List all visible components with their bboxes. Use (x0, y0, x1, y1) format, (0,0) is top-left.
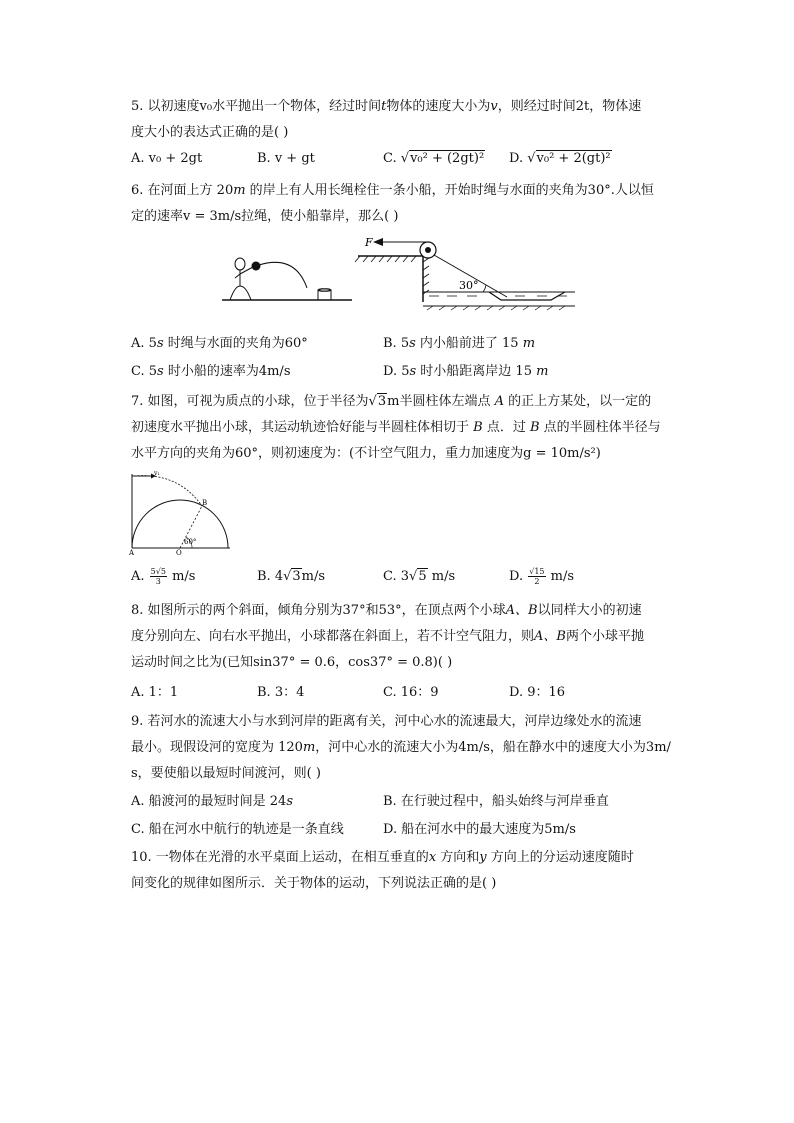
q10-stem-line2: 间变化的规律如图所示．关于物体的运动，下列说法正确的是( ) (131, 876, 497, 891)
force-label: F (365, 236, 373, 249)
pulley-boat-diagram (355, 236, 575, 310)
q7-option-a: A. $\frac{5√5}{3}$ m/s (131, 567, 196, 586)
q5-option-d: D. √v₀² + 2(gt)² (509, 151, 611, 166)
q8-stem-line2: 度分别向左、向右水平抛出，小球都落在斜面上，若不计空气阻力，则A、B两个小球平抛 (131, 629, 644, 644)
q7-option-b: B. 4√3m/s (257, 569, 326, 584)
q7-stem-line1: 7. 如图，可视为质点的小球，位于半径为√3m半圆柱体左端点 A 的正上方某处，以一定的 (131, 394, 652, 409)
angle-label: 30° (459, 279, 479, 292)
thrower-sketch (222, 258, 352, 300)
q9-option-b: B. 在行驶过程中，船头始终与河岸垂直 (383, 794, 609, 809)
q7-option-d: D. $\frac{√15}{2}$ m/s (509, 567, 575, 586)
q6-option-b: B. 5s 内小船前进了 15 m (383, 336, 536, 351)
q7-stem-line3: 水平方向的夹角为60°，则初速度为：(不计空气阻力，重力加速度为g = 10m/s²) (131, 446, 601, 461)
q6-option-c: C. 5s 时小船的速率为4m/s (131, 364, 291, 379)
q6-option-a: A. 5s 时绳与水面的夹角为60° (131, 336, 308, 351)
q9-stem-line2: 最小。现假设河的宽度为 120m，河中心水的流速大小为4m/s，船在静水中的速度大小为3m/ (131, 740, 671, 755)
q5-option-c: C. √v₀² + (2gt)² (383, 151, 485, 166)
q10-stem-line1: 10. 一物体在光滑的水平桌面上运动，在相互垂直的x 方向和y 方向上的分运动速度随时 (131, 850, 634, 865)
q9-option-a: A. 船渡河的最短时间是 24s (131, 794, 293, 809)
q7-stem-line2: 初速度水平抛出小球，其运动轨迹恰好能与半圆柱体相切于 B 点．过 B 点的半圆柱体半径与 (131, 420, 661, 435)
q5-stem-line2: 度大小的表达式正确的是( ) (131, 125, 289, 140)
q7-figure (126, 470, 236, 556)
q8-option-a: A. 1：1 (131, 685, 179, 700)
point-o-label: O (176, 549, 182, 556)
q6-stem-line1: 6. 在河面上方 20m 的岸上有人用长绳栓住一条小船，开始时绳与水面的夹角为30°.人以恒 (131, 183, 654, 198)
q7-option-c: C. 3√5 m/s (383, 569, 456, 584)
q9-option-c: C. 船在河水中航行的轨迹是一条直线 (131, 822, 344, 837)
angle-60-label: 60° (184, 538, 197, 546)
q8-option-d: D. 9：16 (509, 685, 566, 700)
q5-option-b: B. v + gt (257, 151, 315, 166)
q5-option-a: A. v₀ + 2gt (131, 151, 203, 166)
q8-option-c: C. 16：9 (383, 685, 439, 700)
q6-figure (215, 234, 590, 320)
q8-option-b: B. 3：4 (257, 685, 305, 700)
q6-stem-line2: 定的速率v = 3m/s拉绳，使小船靠岸，那么( ) (131, 209, 399, 224)
q8-stem-line1: 8. 如图所示的两个斜面，倾角分别为37°和53°，在顶点两个小球A、B以同样大小的初速 (131, 603, 642, 618)
q9-stem-line1: 9. 若河水的流速大小与水到河岸的距离有关，河中心水的流速最大，河岸边缘处水的流速 (131, 714, 642, 729)
q9-stem-line3: s，要使船以最短时间渡河，则( ) (131, 766, 321, 781)
q6-option-d: D. 5s 时小船距离岸边 15 m (383, 364, 549, 379)
q9-option-d: D. 船在河水中的最大速度为5m/s (383, 822, 576, 837)
q8-stem-line3: 运动时间之比为(已知sin37° = 0.6，cos37° = 0.8)( ) (131, 655, 453, 670)
v1-label: v₁ (154, 470, 160, 477)
q5-stem-line1: 5. 以初速度v₀水平抛出一个物体，经过时间t物体的速度大小为v，则经过时间2t，物体速 (131, 99, 642, 114)
point-b-label: B (202, 499, 208, 507)
point-a-label: A (129, 549, 135, 556)
